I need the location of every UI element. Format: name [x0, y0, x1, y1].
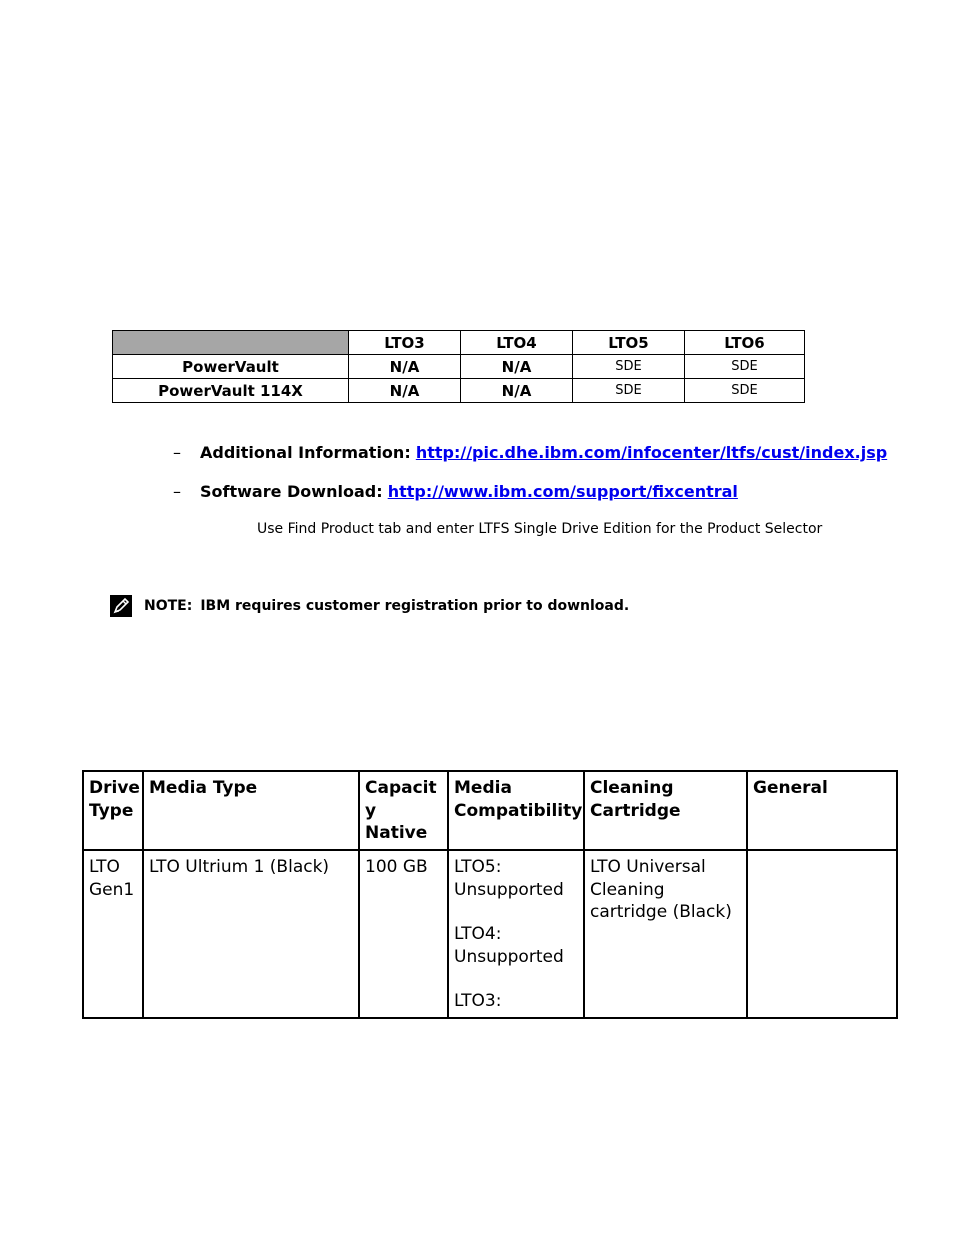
- cell-lto6: SDE: [685, 379, 805, 403]
- product-selector-hint: Use Find Product tab and enter LTFS Single Drive Edition for the Product Selector: [257, 521, 823, 537]
- cell-drive-type: LTO Gen1: [83, 850, 143, 1018]
- header-lto3: LTO3: [349, 331, 461, 355]
- header-lto5: LTO5: [573, 331, 685, 355]
- header-drive-type: Drive Type: [83, 771, 143, 850]
- bullet-label: Software Download:: [200, 482, 383, 501]
- cell-lto5: SDE: [573, 379, 685, 403]
- header-media-type: Media Type: [143, 771, 359, 850]
- additional-info-link[interactable]: http://pic.dhe.ibm.com/infocenter/ltfs/cust/index.jsp: [415, 443, 888, 462]
- cell-media-compatibility: [448, 850, 584, 1018]
- cell-lto5: SDE: [573, 355, 685, 379]
- table-row: [83, 850, 897, 1018]
- bullet-additional-info: [173, 443, 887, 462]
- header-cleaning-cartridge: Cleaning Cartridge: [584, 771, 747, 850]
- table-header-row: [113, 331, 805, 355]
- compat-line: LTO4: Unsupported: [454, 924, 564, 967]
- cell-lto6: SDE: [685, 355, 805, 379]
- bullet-dash: –: [173, 482, 181, 501]
- header-media-compatibility: Media Compatibility: [448, 771, 584, 850]
- lto-compatibility-table: [112, 330, 805, 403]
- note-prefix: NOTE:: [144, 598, 193, 614]
- row-name: PowerVault: [113, 355, 349, 379]
- bullet-software-download: [173, 482, 738, 501]
- cell-general: [747, 850, 897, 1018]
- note-text: IBM requires customer registration prior to download.: [200, 598, 630, 614]
- table-header-row: [83, 771, 897, 850]
- cell-capacity: 100 GB: [359, 850, 448, 1018]
- cell-cleaning-cartridge: LTO Universal Cleaning cartridge (Black): [584, 850, 747, 1018]
- bullet-label: Additional Information:: [200, 443, 411, 462]
- media-table: [82, 770, 898, 1019]
- header-blank-cell: [113, 331, 349, 355]
- pencil-note-icon: [110, 595, 132, 617]
- cell-lto3: N/A: [349, 355, 461, 379]
- cell-lto4: N/A: [461, 379, 573, 403]
- note: [110, 595, 629, 617]
- header-lto4: LTO4: [461, 331, 573, 355]
- cell-media-type: LTO Ultrium 1 (Black): [143, 850, 359, 1018]
- cell-lto3: N/A: [349, 379, 461, 403]
- row-name: PowerVault 114X: [113, 379, 349, 403]
- cell-lto4: N/A: [461, 355, 573, 379]
- compat-line: LTO3:: [454, 991, 502, 1011]
- compat-line: LTO5: Unsupported: [454, 857, 564, 900]
- table-row: [113, 355, 805, 379]
- table-row: [113, 379, 805, 403]
- header-capacity-native: Capacit y Native: [359, 771, 448, 850]
- bullet-dash: –: [173, 443, 181, 462]
- header-lto6: LTO6: [685, 331, 805, 355]
- software-download-link[interactable]: http://www.ibm.com/support/fixcentral: [387, 482, 738, 501]
- header-general: General: [747, 771, 897, 850]
